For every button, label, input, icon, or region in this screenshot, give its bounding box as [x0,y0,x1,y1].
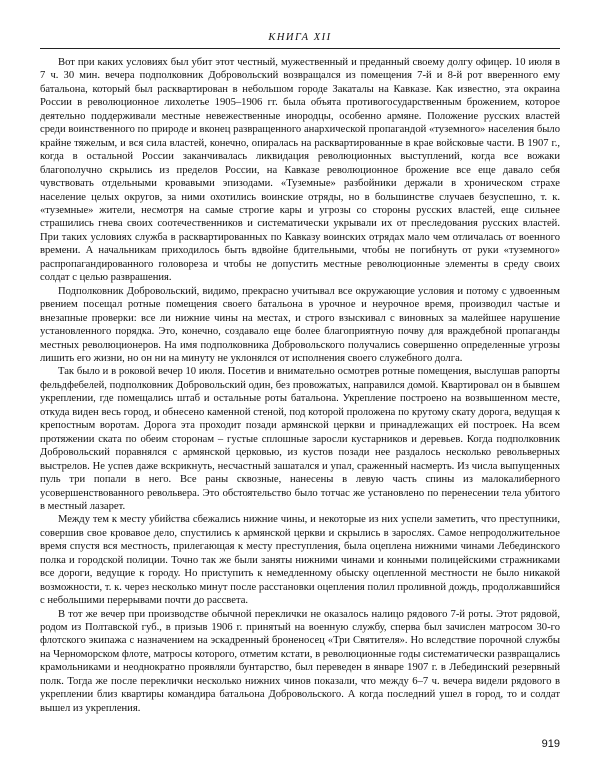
running-header: КНИГА XII [40,32,560,49]
page-number: 919 [541,738,560,750]
paragraph-1: Вот при каких условиях был убит этот честный, мужественный и преданный своему долгу офицер. 10 июля в 7 ч. 30 мин. вечера подполковник Добровольский возвращался из помещения 7-й и 8-й рот вверенного ему батальона, который был расквартирован в небольшом городе Закаталы на Кавказе. Как известно, эта окраина России в революционное лихолетье 1905–1906 гг. была объята противогосударственным брожением, которое деятельно поддерживали местные невежественные инородцы, особенно армяне. Положение русских властей среди воинственного по природе и вконец развращенного анархической пропагандой «туземного» населения было крайне тяжелым, и вся сила властей, конечно, опиралась на расквартированные в крае войсковые части. В 1907 г., когда в остальной России заканчивалась ликвидация революционных выступлений, когда все вожаки благополучно скрылись из пределов России, на Кавказе революционное брожение все еще давало себя чувствовать отдельными кровавыми эпизодами. «Туземные» разбойники держали в хроническом страхе население целых округов, за ними охотились воинские отряды, но в большинстве случаев безуспешно, т. к. «туземные» жители, несмотря на самые строгие кары и угрозы со стороны русских властей, еще сильнее страшились гнева своих соотечественников и систематически укрывали их от преследования русских властей. При таких условиях служба в расквартированных по Кавказу воинских отрядах мало чем отличалась от военного времени. А начальникам приходилось быть вдвойне бдительными, чтобы не погибнуть от руки «туземного» распропагандированного головореза и чтобы не допустить местные революционные элементы в среду своих солдат с целью разврашения. [40,57,560,284]
paragraph-2: Подполковник Добровольский, видимо, прекрасно учитывал все окружающие условия и потому с удвоенным рвением посещал ротные помещения своего батальона в урочное и неурочное время, производил частые и внезапные проверки: все ли нижние чины на местах, и строго взыскивал с виновных за малейшее нарушение установленного порядка. Это, конечно, создавало еще более благоприятную почву для враждебной пропаганды местных революционеров. На имя подполковника Добровольского получались совершенно определенные угрозы лишить его жизни, но он ни на минуту не уклонялся от исполнения своего служебного долга. [40,285,560,364]
paragraph-3: Так было и в роковой вечер 10 июля. Посетив и внимательно осмотрев ротные помещения, выслушав рапорты фельдфебелей, подполковник Добровольский один, без провожатых, направился домой. Квартировал он в бывшем укреплении, где помещались штаб и остальные роты батальона. Укрепление построено на возвышенном месте, откуда виден весь город, и обнесено каменной стеной, под которой проложена по крутому скату дорога, ведущая к крепостным воротам. Дорога эта проходит позади армянской церкви и принадлежащих ей построек. На всем протяжении ската по обеим сторонам – густые сплошные заросли кустарников и деревьев. Когда подполковник Добровольский поравнялся с армянской церковью, из кустов позади нее раздалось несколько револьверных выстрелов. Не успев даже вскрикнуть, несчастный зашатался и упал, сраженный насмерть. Из числа выпущенных пуль три попали в него. Все раны сквозные, нанесены в левую часть спины из малокалиберного усовершенствованного револьвера. Это обстоятельство было тотчас же установлено по перенесении тела убитого в местный лазарет. [40,366,560,512]
body-text [40,56,560,715]
paragraph-4: Между тем к месту убийства сбежались нижние чины, и некоторые из них успели заметить, что преступники, совершив свое кровавое дело, спустились к армянской церкви и скрылись в зарослях. Самое непродолжительное время спустя вся местность, прилегающая к месту преступления, была оцеплена нижними чинами Лебединского полка и городской полиции. Точно так же были заняты нижними чинами и конными полицейскими стражниками все дороги, ведущие к городу. Но приступить к немедленному обыску оцепленной местности не было никакой возможности, т. к. через несколько минут после расстановки оцепления полил проливной дождь, продолжавшийся с небольшими перерывами почти до рассвета. [40,514,560,607]
paragraph-5: В тот же вечер при производстве обычной переклички не оказалось налицо рядового 7-й роты. Этот рядовой, родом из Полтавской губ., в призыв 1906 г. принятый на военную службу, сперва был зачислен матросом 30-го флотского экипажа с назначением на эскадренный броненосец «Три Святителя». Но вследствие порочной службы на Черноморском флоте, матросы которого, отметим кстати, в революционные годы систематически развращались крамольниками и неоднократно проявляли бунтарство, был переведен в январе 1907 г. в Лебединский резервный полк. Тогда же после переклички несколько нижних чинов показали, что между 6–7 ч. вечера видели рядового в укреплении близ квартиры командира батальона Добровольского. А когда последний ушел в город, то и солдат вышел из укрепления. [40,608,560,714]
